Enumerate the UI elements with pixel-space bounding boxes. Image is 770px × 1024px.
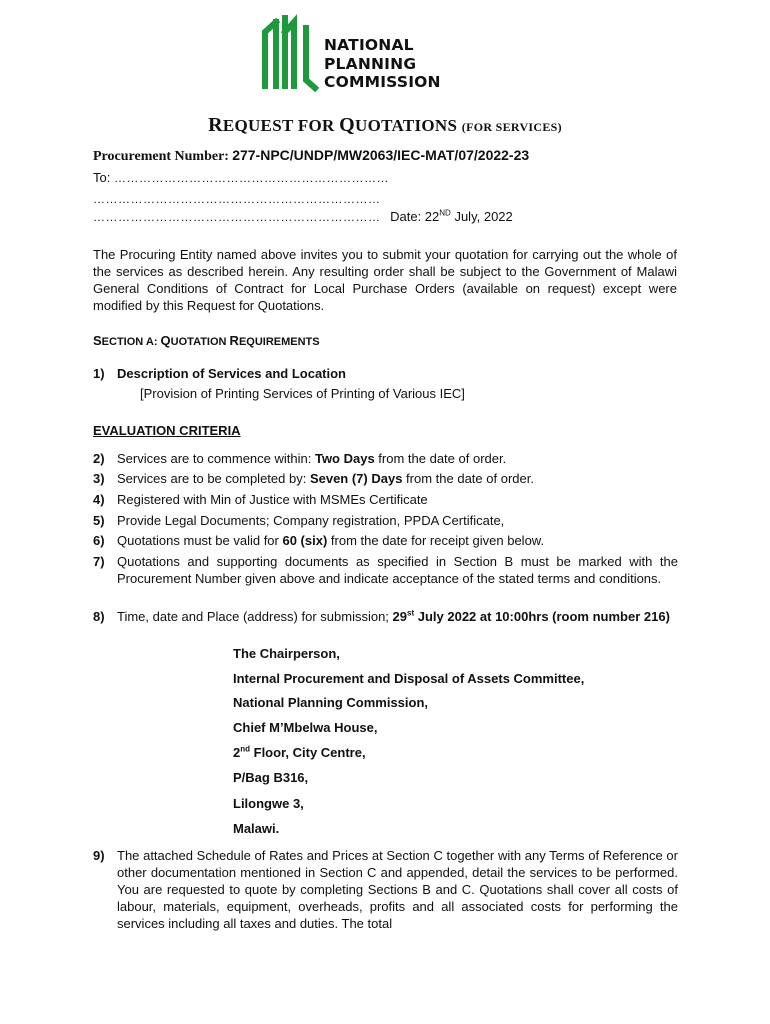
address-5-post: Floor, City Centre, [250,745,366,760]
logo-line-3: COMMISSION [324,73,441,91]
logo-wordmark [324,36,441,92]
address-line-8: Malawi. [233,821,280,836]
item-3-number: 3) [93,471,105,486]
sec-equirements: EQUIREMENTS [238,336,320,348]
item-2-pre: Services are to commence within: [117,451,315,466]
sec-ection: ECTION A: [101,336,161,348]
intro-paragraph: The Procuring Entity named above invites you to submit your quotation for carrying out the whole of the services as described herein. Any resulting order shall be subject to the Government of Malawi General Conditions of Contract for Local Purchase Orders (available on request) except were modified by this Request for Quotations. [93,247,677,313]
procurement-number-line [93,147,529,165]
item-9-text: The attached Schedule of Rates and Prices at Section C together with any Terms of Reference or other documentation mentioned in Section C and appended, detail the services to be performed. You are requested to quote by completing Sections B and C. Quotations shall cover all costs of labour, materials, equipment, overheads, profits and all associated costs for performing the services including all taxes and duties. The total [117,848,678,931]
item-3-bold: Seven (7) Days [309,471,403,486]
date-prefix: Date: 22 [390,209,440,224]
item-1-detail: [Provision of Printing Services of Printing of Various IEC] [140,386,465,401]
sec-r: R [229,333,239,348]
address-line-4: Chief M’Mbelwa House, [233,720,378,735]
item-6-pre: Quotations must be valid for [117,533,283,548]
item-9 [93,847,678,932]
date-sup: ND [439,208,451,218]
item-1-number: 1) [93,366,105,381]
item-3-post: from the date of order. [402,471,534,486]
item-8 [93,608,678,625]
date-text [390,209,513,224]
item-5-number: 5) [93,513,105,528]
address-line-2: Internal Procurement and Disposal of Assets Committee, [233,671,585,686]
item-2-number: 2) [93,451,105,466]
to-label: To: [93,170,111,185]
evaluation-criteria-heading: EVALUATION CRITERIA [93,423,241,438]
item-8-bold-rest: July 2022 at 10:00hrs (room number 216) [414,609,670,624]
item-9-number: 9) [93,848,105,863]
address-line-6: P/Bag B316, [233,770,309,785]
item-7-number: 7) [93,554,105,569]
item-3 [93,470,678,487]
item-8-bold-day: 29 [392,609,407,624]
address-5-sup: nd [240,744,251,754]
to-dots-3: …………………………………………………………… [93,210,381,224]
to-line-2 [93,191,381,206]
address-line-7: Lilongwe 3, [233,796,304,811]
address-line-3: National Planning Commission, [233,695,429,710]
item-2 [93,450,678,467]
item-6-bold: 60 (six) [282,533,328,548]
item-3-pre: Services are to be completed by: [117,471,310,486]
address-line-5 [233,745,366,760]
npc-logo [258,14,448,94]
item-7 [93,553,678,587]
procurement-label: Procurement Number: [93,149,229,164]
item-1 [93,365,678,382]
item-5 [93,512,678,529]
section-a-heading [93,333,320,348]
document-title [0,114,770,137]
item-4-number: 4) [93,492,105,507]
item-4-text: Registered with Min of Justice with MSMEs Certificate [117,492,428,507]
item-6-number: 6) [93,533,105,548]
title-q: Q [339,114,356,136]
procurement-number: 277-NPC/UNDP/MW2063/IEC-MAT/07/2022-23 [232,147,530,163]
address-5-pre: 2 [233,745,241,760]
date-suffix: July, 2022 [450,209,513,224]
sec-s: S [93,333,102,348]
item-1-title: Description of Services and Location [117,366,346,381]
title-r: R [208,114,223,136]
item-2-bold: Two Days [314,451,375,466]
item-4 [93,491,678,508]
item-8-sup: st [407,608,415,618]
to-dots-2: …………………………………………………………… [93,192,381,206]
item-8-pre: Time, date and Place (address) for submission; [117,609,393,624]
item-7-text: Quotations and supporting documents as specified in Section B must be marked with the Procurement Number given above and indicate acceptance of the stated terms and conditions. [117,554,678,586]
to-line-1 [93,170,389,185]
address-line-1: The Chairperson, [233,646,340,661]
to-dots-1: ………………………………………………………… [113,171,389,185]
title-equest: EQUEST FOR [222,116,340,135]
sec-uotation: UOTATION [170,336,230,348]
logo-line-1: NATIONAL [324,36,414,54]
item-2-post: from the date of order. [374,451,507,466]
sec-q: Q [160,333,171,348]
item-5-text: Provide Legal Documents; Company registration, PPDA Certificate, [117,513,505,528]
item-6-post: from the date for receipt given below. [327,533,545,548]
npc-logo-icon [258,14,320,94]
title-subtitle: (FOR SERVICES) [461,120,562,134]
logo-line-2: PLANNING [324,54,417,73]
to-line-3 [93,209,513,224]
item-8-number: 8) [93,609,105,624]
title-uotations: UOTATIONS [355,116,458,135]
item-6 [93,532,678,549]
